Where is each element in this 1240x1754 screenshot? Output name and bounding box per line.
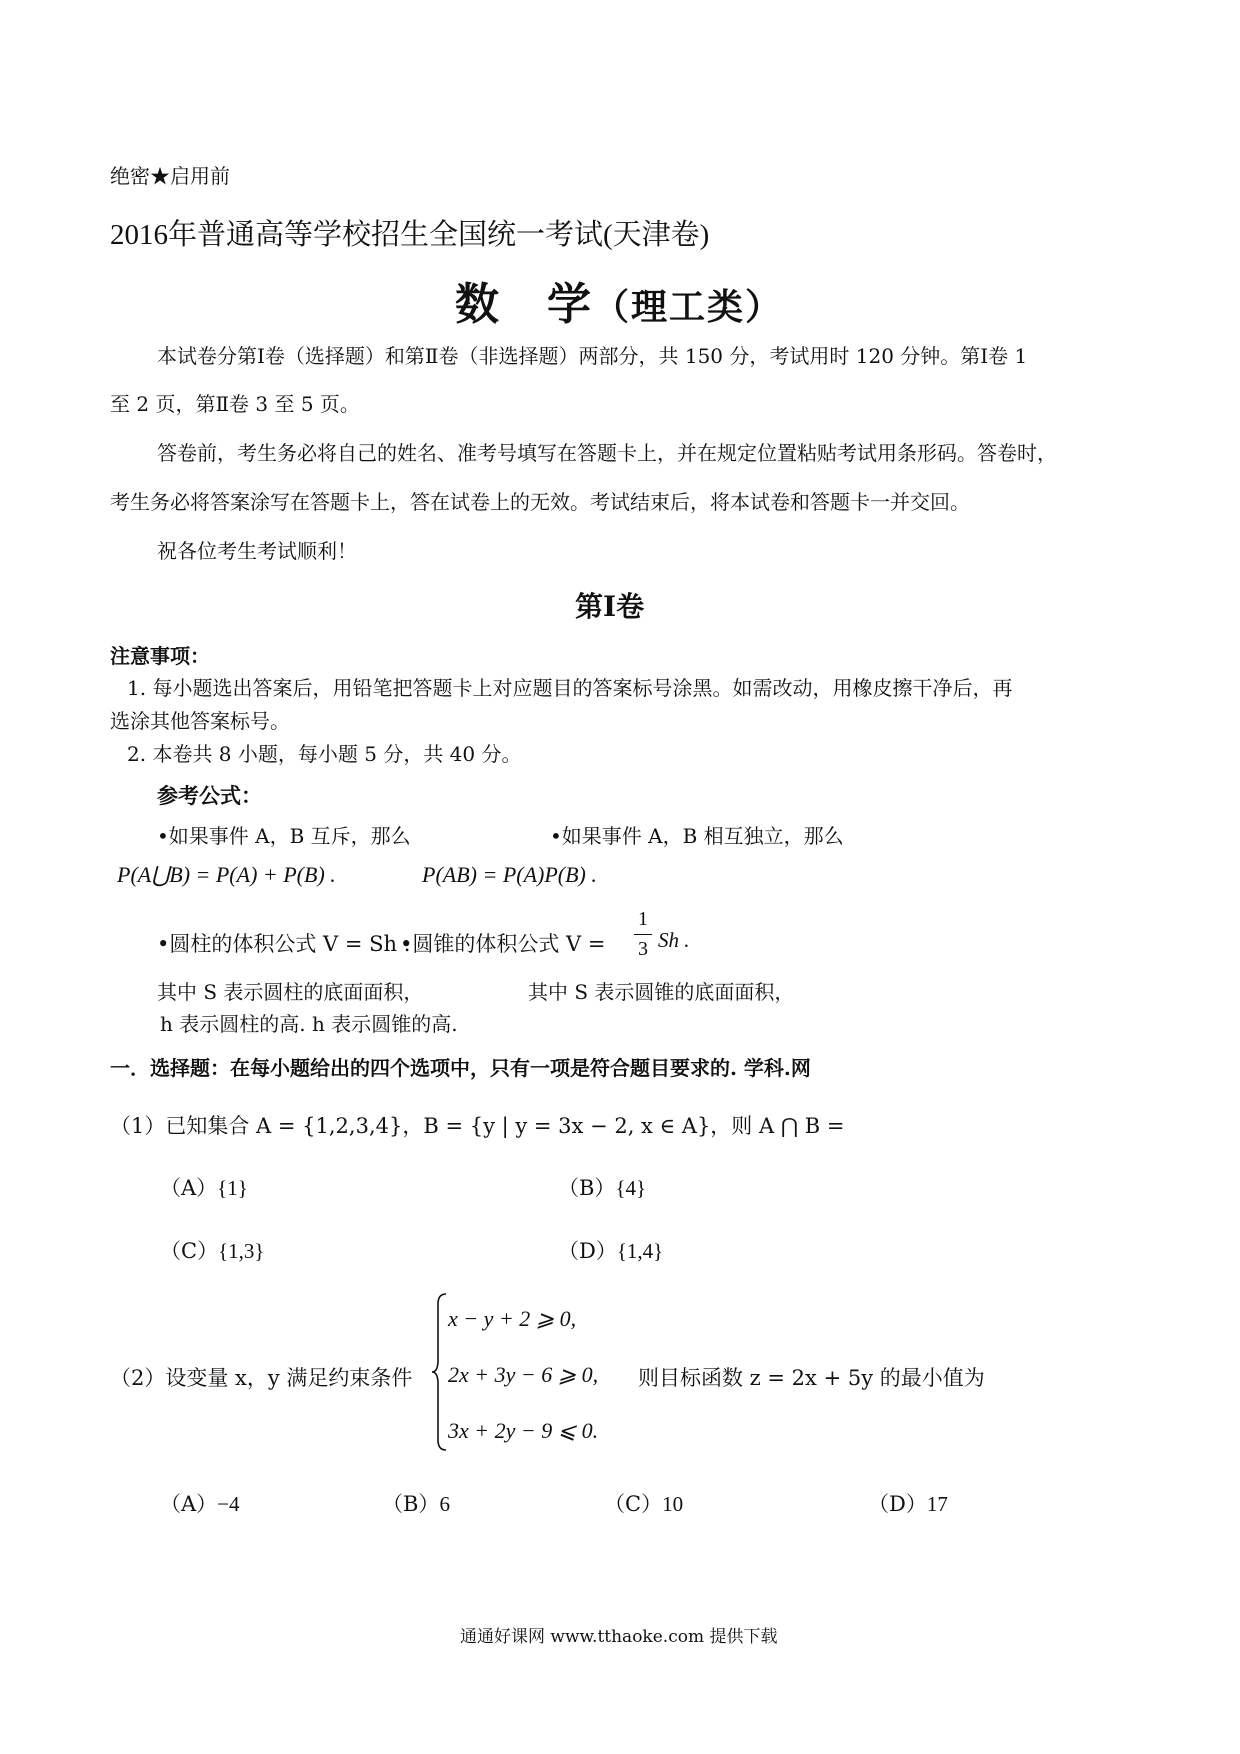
q1-option-d: （D）{1,4} (558, 1239, 664, 1263)
formula-independent-condition: •如果事件 A，B 相互独立，那么 (550, 824, 844, 848)
intro-paragraph-2-line-2: 考生务必将答案涂写在答题卡上，答在试卷上的无效。考试结束后，将本试卷和答题卡一并交回。 (110, 490, 970, 514)
notes-title: 注意事项： (110, 644, 210, 668)
formula-cone-suffix: Sh . (658, 928, 690, 952)
exam-title: 2016年普通高等学校招生全国统一考试(天津卷) (110, 219, 710, 251)
footer-source: 通通好课网 www.tthaoke.com 提供下载 (460, 1627, 778, 1647)
subject-name: 数 学 (455, 279, 593, 330)
q2-option-b: （B）6 (382, 1492, 450, 1516)
q1-option-b: （B）{4} (558, 1176, 647, 1200)
subject-title (455, 268, 783, 332)
formula-cylinder-volume: •圆柱的体积公式 V = Sh . (157, 932, 411, 956)
subject-type: （理工类） (593, 286, 784, 328)
note-1-line-1: 1. 每小题选出答案后，用铅笔把答题卡上对应题目的答案标号涂黑。如需改动，用橡皮擦干净后，再 (127, 676, 1013, 700)
q1-option-a: （A）{1} (160, 1176, 248, 1200)
intro-paragraph-3: 祝各位考生考试顺利！ (157, 539, 357, 563)
cone-note: 其中 S 表示圆锥的底面面积， (528, 980, 795, 1004)
left-brace-icon (430, 1292, 450, 1452)
section1-heading: 一．选择题：在每小题给出的四个选项中，只有一项是符合题目要求的. 学科.网 (110, 1056, 811, 1080)
q2-constraint-3: 3x + 2y − 9 ⩽ 0. (448, 1418, 599, 1443)
note-2: 2. 本卷共 8 小题，每小题 5 分，共 40 分。 (127, 742, 522, 766)
formula-cone-prefix: •圆锥的体积公式 V = (400, 932, 606, 956)
confidential-mark: 绝密★启用前 (110, 164, 230, 188)
intro-paragraph-2-line-1: 答卷前，考生务必将自己的姓名、准考号填写在答题卡上，并在规定位置粘贴考试用条形码。答卷时， (157, 441, 1057, 465)
q2-constraint-1: x − y + 2 ⩾ 0, (448, 1306, 577, 1331)
q2-option-a: （A）−4 (160, 1492, 240, 1516)
note-1-line-2: 选涂其他答案标号。 (110, 709, 290, 733)
formula-independent: P(AB) = P(A)P(B) . (422, 862, 597, 887)
q1-stem: （1）已知集合 A = {1,2,3,4}，B = {y | y = 3x − 2, x ∈ A}，则 A ⋂ B = (110, 1114, 845, 1138)
q2-option-d: （D）17 (868, 1492, 948, 1516)
formula-cone-numerator: 1 (638, 908, 648, 930)
formula-cone-denominator: 3 (638, 938, 648, 960)
intro-paragraph-1-line-1: 本试卷分第Ⅰ卷（选择题）和第Ⅱ卷（非选择题）两部分，共 150 分，考试用时 120 分钟。第Ⅰ卷 1 (157, 344, 1028, 368)
formula-exclusive: P(A⋃B) = P(A) + P(B) . (117, 862, 336, 887)
cylinder-note: 其中 S 表示圆柱的底面面积， (157, 980, 424, 1004)
height-notes: h 表示圆柱的高. h 表示圆锥的高. (160, 1012, 458, 1036)
q2-prefix: （2）设变量 x，y 满足约束条件 (110, 1366, 413, 1390)
q1-option-c: （C）{1,3} (160, 1239, 265, 1263)
fraction-bar (634, 934, 652, 935)
intro-paragraph-1-line-2: 至 2 页，第Ⅱ卷 3 至 5 页。 (110, 392, 360, 416)
part1-heading: 第Ⅰ卷 (575, 590, 645, 623)
q2-suffix: 则目标函数 z = 2x + 5y 的最小值为 (638, 1366, 985, 1390)
q2-option-c: （C）10 (604, 1492, 684, 1516)
formula-exclusive-condition: •如果事件 A，B 互斥，那么 (157, 824, 411, 848)
q2-constraint-2: 2x + 3y − 6 ⩾ 0, (448, 1362, 599, 1387)
formulas-title: 参考公式： (157, 783, 262, 808)
